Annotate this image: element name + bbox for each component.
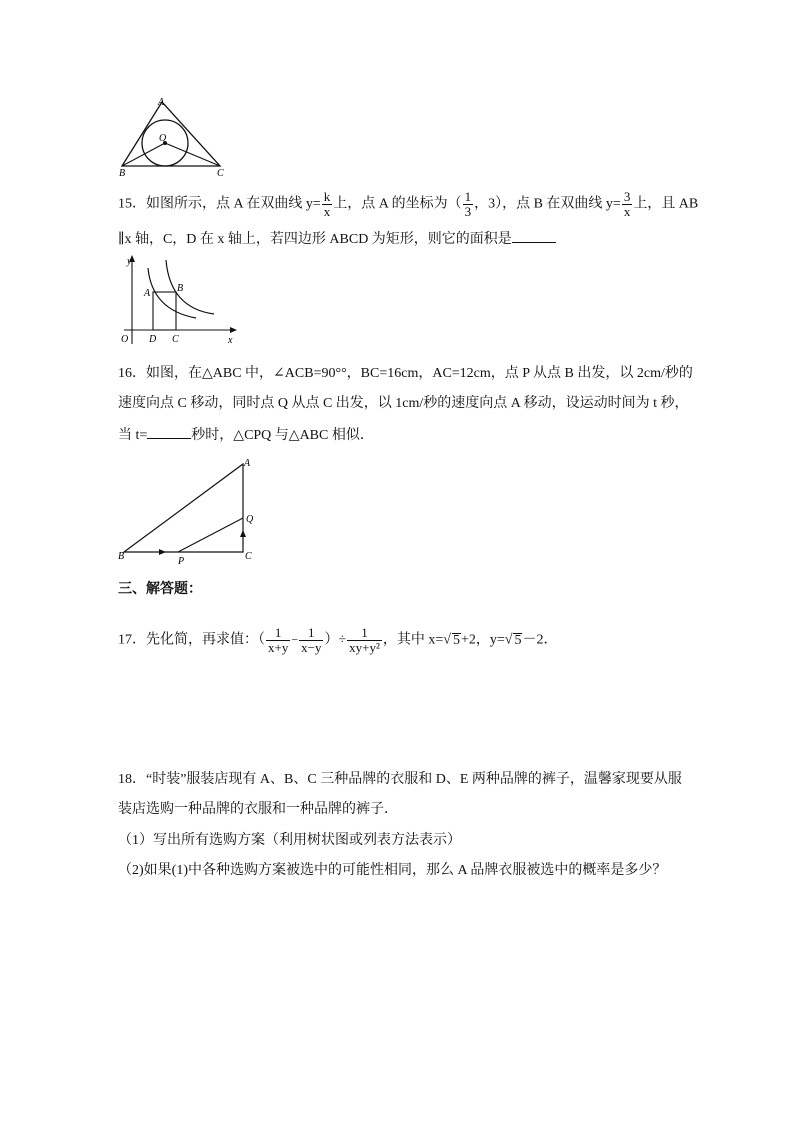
segment-pq [178,518,243,552]
q17-fraction-1: $\frac{1}{x+y}$ [268,625,289,655]
q15-text-1: 15．如图所示，点 A 在双曲线 y= [118,196,321,212]
q15-text-3: ，3），点 B 在双曲线 y= [474,196,621,212]
q15-text-2: 上，点 A 的坐标为（ [333,196,462,212]
q17-fraction-2: $\frac{1}{x-y}$ [301,625,322,655]
label-b: B [177,283,184,294]
hyperbola-3-curve [166,260,214,314]
label-o: O [121,334,129,345]
q17-minus: − [291,632,299,647]
hyperbola-figure [118,252,240,348]
label-q: Q [246,514,254,525]
label-b: B [118,551,125,562]
label-b: B [119,168,126,178]
x-axis-arrow-icon [230,327,237,333]
q15-text-4: 上，且 AB [633,196,699,212]
label-a: A [144,288,151,299]
label-o: O [159,133,167,144]
q17-sqrt-2: 5 [514,632,522,648]
section-heading: 三、解答题： [118,582,202,597]
arrow-bp-icon [159,549,166,555]
q16-text-b: 秒时，△CPQ 与△ABC 相似． [191,428,374,443]
label-a: A [158,97,165,108]
label-c: C [172,334,179,345]
sqrt-icon: √ [443,632,451,648]
label-y: y [127,256,132,267]
q18-line2: 装店选购一种品牌的衣服和一种品牌的裤子． [118,802,398,817]
q16-line3 [118,424,374,446]
q15-line2 [118,228,556,250]
q15-line1 [118,190,698,219]
q15-answer-blank [512,228,556,243]
q17-text-1: 17．先化简，再求值：（ [118,632,265,648]
q15-fraction-k-over-x: $\frac{k}{x}$ [323,189,331,219]
segment-oc [165,143,220,166]
q17-line [118,626,557,655]
label-a: A [244,458,251,469]
triangle-abc [122,102,220,166]
q18-line4: （2)如果(1)中各种选购方案被选中的可能性相同，那么 A 品牌衣服被选中的概率是多少？ [118,863,667,878]
triangle-abc [124,464,243,552]
q17-text-4: +2，y= [460,632,505,648]
q17-text-2: ）÷ [324,632,347,648]
rectangle-abcd [153,292,176,330]
hyperbola-k-curve [148,268,196,318]
label-c: C [217,168,224,178]
q17-sqrt-1: 5 [452,632,460,648]
label-x: x [228,335,233,346]
q16-answer-blank [147,424,191,439]
label-d: D [149,334,157,345]
q16-line2: 速度向点 C 移动，同时点 Q 从点 C 出发，以 1cm/秒的速度向点 A 移动，设运动时间为 t 秒， [118,396,689,411]
label-p: P [178,556,185,567]
q18-line3: （1）写出所有选购方案（利用树状图或列表方法表示） [118,833,461,848]
right-triangle-figure [116,456,266,568]
sqrt-icon: √ [504,632,513,648]
label-c: C [245,551,252,562]
q15-text-5: ∥x 轴，C，D 在 x 轴上，若四边形 ABCD 为矩形，则它的面积是 [118,232,512,247]
q15-fraction-1-over-3: $\frac{1}{3}$ [464,189,472,219]
incircle-triangle-figure [118,96,230,178]
q16-text-a: 当 t= [118,428,148,443]
q17-text-3: ，其中 x= [382,632,444,648]
q17-fraction-3: $\frac{1}{\text{xy+y²}}$ [349,625,380,655]
arrow-cq-icon [240,530,246,537]
q18-line1: 18．“时装”服装店现有 A、B、C 三种品牌的衣服和 D、E 两种品牌的裤子，温馨家现要从服 [118,772,682,787]
q16-line1: 16．如图，在△ABC 中，∠ACB=90°°，BC=16cm，AC=12cm，点 P 从点 B 出发，以 2cm/秒的 [118,366,693,381]
q15-fraction-3-over-x: $\frac{3}{x}$ [623,189,631,219]
q17-text-5: －2． [522,632,558,648]
